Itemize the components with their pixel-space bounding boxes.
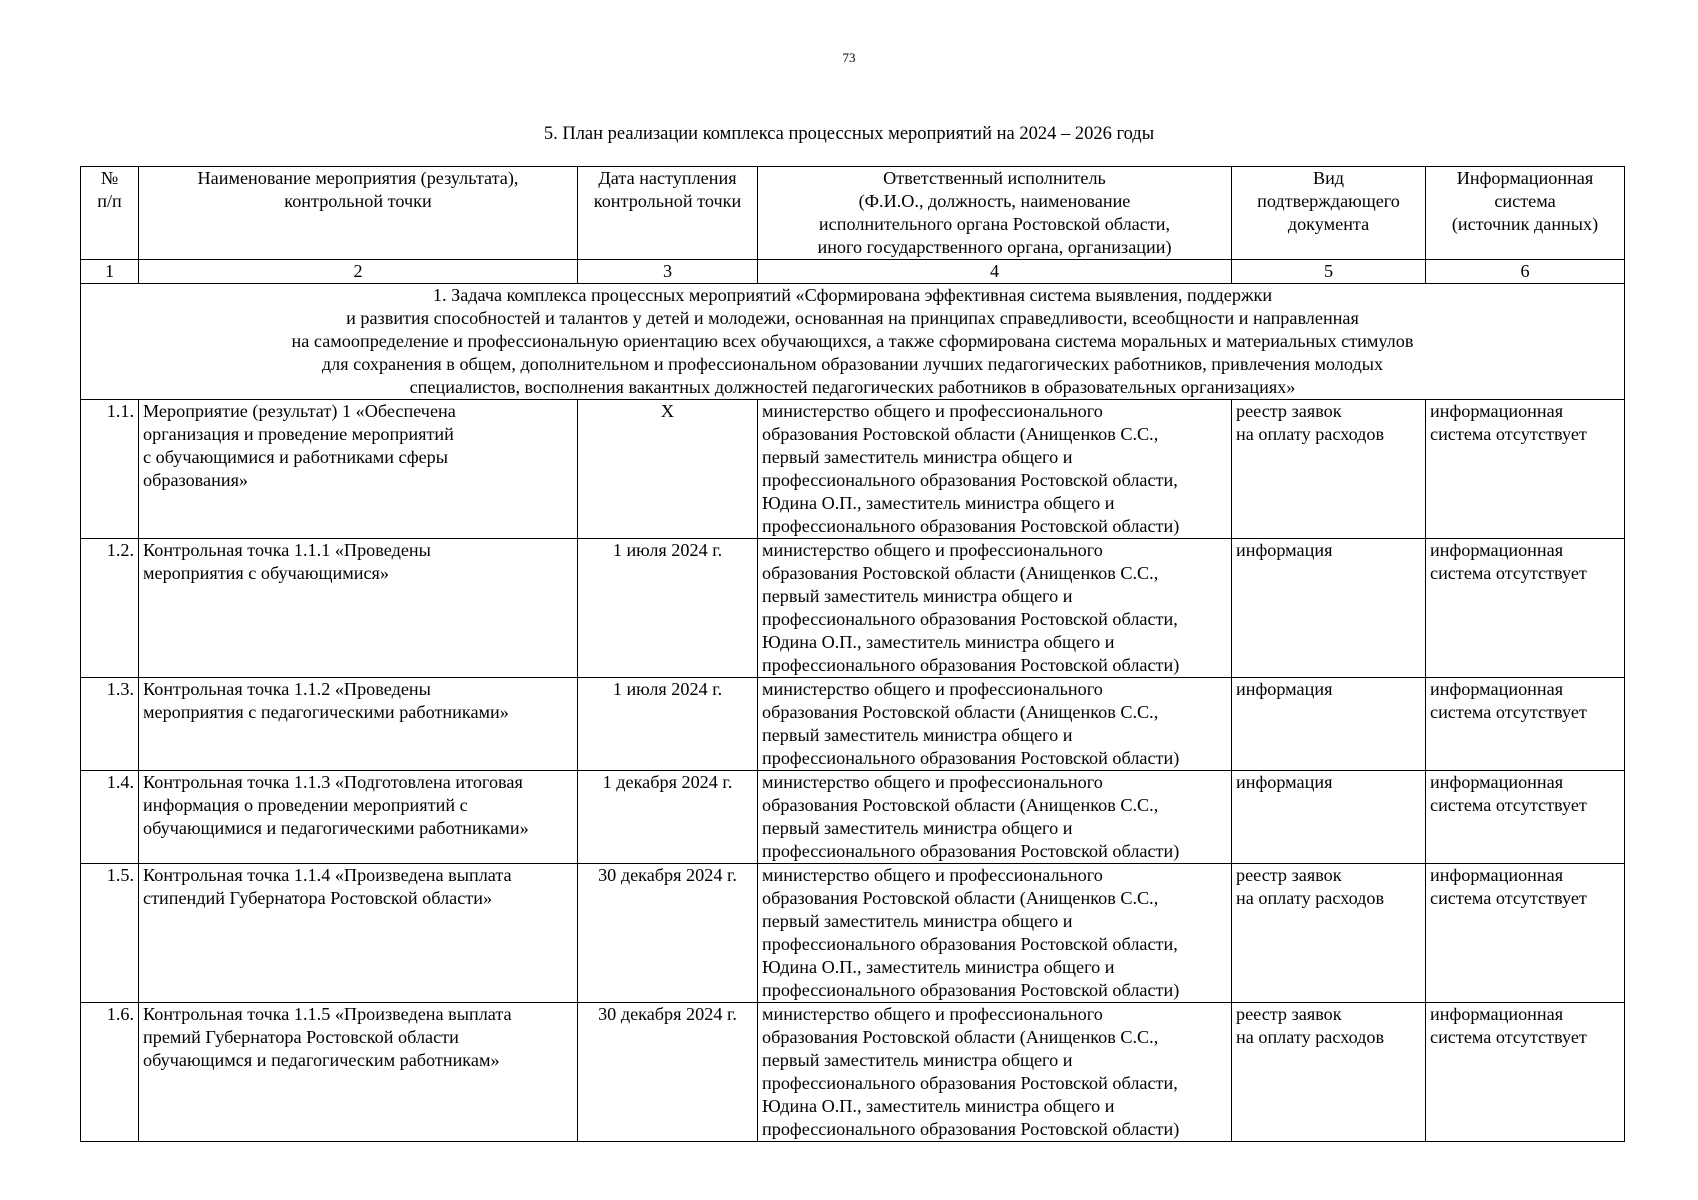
event-name: Контрольная точка 1.1.2 «Проведены мероприятия с педагогическими работниками» xyxy=(139,678,578,771)
column-number-row xyxy=(81,260,1625,284)
table-row xyxy=(81,864,1625,1003)
confirming-document: реестр заявок на оплату расходов xyxy=(1232,400,1426,539)
information-system: информационная система отсутствует xyxy=(1426,771,1625,864)
information-system: информационная система отсутствует xyxy=(1426,678,1625,771)
column-number: 4 xyxy=(758,260,1232,284)
task-section-row xyxy=(81,284,1625,400)
information-system: информационная система отсутствует xyxy=(1426,400,1625,539)
header-cell: Информационная система (источник данных) xyxy=(1426,167,1625,260)
plan-table xyxy=(80,166,1625,1142)
row-number: 1.4. xyxy=(81,771,139,864)
document-title: 5. План реализации комплекса процессных мероприятий на 2024 – 2026 годы xyxy=(543,124,1155,144)
confirming-document: реестр заявок на оплату расходов xyxy=(1232,864,1426,1003)
event-name: Контрольная точка 1.1.1 «Проведены мероприятия с обучающимися» xyxy=(139,539,578,678)
header-cell: Вид подтверждающего документа xyxy=(1232,167,1426,260)
page-number: 73 xyxy=(842,50,856,65)
event-name: Контрольная точка 1.1.5 «Произведена выплата премий Губернатора Ростовской области обучающимся и педагогическим работникам» xyxy=(139,1003,578,1142)
header-cell: № п/п xyxy=(81,167,139,260)
column-number: 1 xyxy=(81,260,139,284)
checkpoint-date: Х xyxy=(578,400,758,539)
responsible-executor: министерство общего и профессионального образования Ростовской области (Анищенков С.С., первый заместитель министра общего и профессионального образования Ростовской области, Юдина О.П., заместитель министра общего и профессионального образования Ростовской области) xyxy=(758,400,1232,539)
information-system: информационная система отсутствует xyxy=(1426,539,1625,678)
table-row xyxy=(81,400,1625,539)
responsible-executor: министерство общего и профессионального образования Ростовской области (Анищенков С.С., первый заместитель министра общего и профессионального образования Ростовской области, Юдина О.П., заместитель министра общего и профессионального образования Ростовской области) xyxy=(758,1003,1232,1142)
confirming-document: реестр заявок на оплату расходов xyxy=(1232,1003,1426,1142)
row-number: 1.2. xyxy=(81,539,139,678)
checkpoint-date: 30 декабря 2024 г. xyxy=(578,1003,758,1142)
table-row xyxy=(81,771,1625,864)
confirming-document: информация xyxy=(1232,539,1426,678)
confirming-document: информация xyxy=(1232,678,1426,771)
row-number: 1.1. xyxy=(81,400,139,539)
confirming-document: информация xyxy=(1232,771,1426,864)
row-number: 1.6. xyxy=(81,1003,139,1142)
header-cell: Ответственный исполнитель (Ф.И.О., должность, наименование исполнительного органа Ростовской области, иного государственного органа, организации) xyxy=(758,167,1232,260)
column-number: 2 xyxy=(139,260,578,284)
checkpoint-date: 1 июля 2024 г. xyxy=(578,678,758,771)
row-number: 1.5. xyxy=(81,864,139,1003)
header-row xyxy=(81,167,1625,260)
information-system: информационная система отсутствует xyxy=(1426,1003,1625,1142)
checkpoint-date: 30 декабря 2024 г. xyxy=(578,864,758,1003)
table-row xyxy=(81,539,1625,678)
responsible-executor: министерство общего и профессионального образования Ростовской области (Анищенков С.С., первый заместитель министра общего и профессионального образования Ростовской области) xyxy=(758,678,1232,771)
event-name: Мероприятие (результат) 1 «Обеспечена организация и проведение мероприятий с обучающимися и работниками сферы образования» xyxy=(139,400,578,539)
column-number: 6 xyxy=(1426,260,1625,284)
event-name: Контрольная точка 1.1.4 «Произведена выплата стипендий Губернатора Ростовской области» xyxy=(139,864,578,1003)
row-number: 1.3. xyxy=(81,678,139,771)
checkpoint-date: 1 июля 2024 г. xyxy=(578,539,758,678)
column-number: 3 xyxy=(578,260,758,284)
responsible-executor: министерство общего и профессионального образования Ростовской области (Анищенков С.С., первый заместитель министра общего и профессионального образования Ростовской области) xyxy=(758,771,1232,864)
responsible-executor: министерство общего и профессионального образования Ростовской области (Анищенков С.С., первый заместитель министра общего и профессионального образования Ростовской области, Юдина О.П., заместитель министра общего и профессионального образования Ростовской области) xyxy=(758,539,1232,678)
header-cell: Дата наступления контрольной точки xyxy=(578,167,758,260)
information-system: информационная система отсутствует xyxy=(1426,864,1625,1003)
responsible-executor: министерство общего и профессионального образования Ростовской области (Анищенков С.С., первый заместитель министра общего и профессионального образования Ростовской области, Юдина О.П., заместитель министра общего и профессионального образования Ростовской области) xyxy=(758,864,1232,1003)
checkpoint-date: 1 декабря 2024 г. xyxy=(578,771,758,864)
table-row xyxy=(81,678,1625,771)
table-row xyxy=(81,1003,1625,1142)
column-number: 5 xyxy=(1232,260,1426,284)
event-name: Контрольная точка 1.1.3 «Подготовлена итоговая информация о проведении мероприятий с обучающимися и педагогическими работниками» xyxy=(139,771,578,864)
header-cell: Наименование мероприятия (результата), контрольной точки xyxy=(139,167,578,260)
task-section-text: 1. Задача комплекса процессных мероприятий «Сформирована эффективная система выявления, поддержки и развития способностей и талантов у детей и молодежи, основанная на принципах справедливости, всеобщности и направленная на самоопределение и профессиональную ориентацию всех обучающихся, а также сформирована система моральных и материальных стимулов для сохранения в общем, дополнительном и профессиональном образовании лучших педагогических работников, привлечения молодых специалистов, восполнения вакантных должностей педагогических работников в образовательных организациях» xyxy=(81,284,1625,400)
